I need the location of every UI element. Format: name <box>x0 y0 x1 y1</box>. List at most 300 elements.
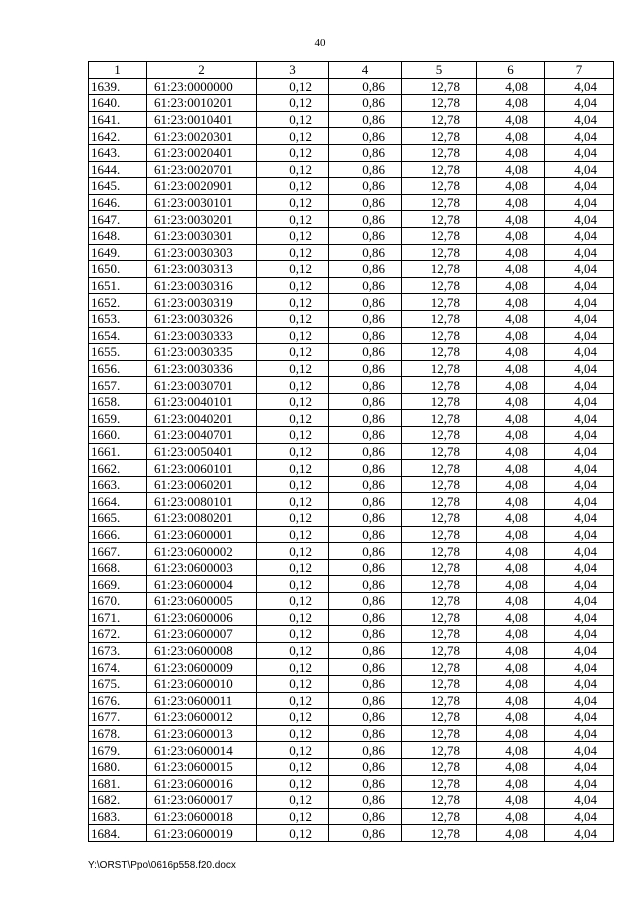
cadastral-number-cell: 61:23:0600012 <box>147 709 257 726</box>
value-cell: 4,08 <box>477 377 545 394</box>
table-row <box>89 360 614 377</box>
value-cell: 12,78 <box>402 510 477 527</box>
value-cell: 4,04 <box>545 194 614 211</box>
value-cell: 0,12 <box>257 410 329 427</box>
table-row <box>89 510 614 527</box>
value-cell: 0,12 <box>257 393 329 410</box>
value-cell: 4,04 <box>545 377 614 394</box>
column-header: 7 <box>545 62 614 79</box>
value-cell: 12,78 <box>402 808 477 825</box>
row-number-cell: 1673. <box>89 642 147 659</box>
table-row <box>89 775 614 792</box>
value-cell: 4,04 <box>545 344 614 361</box>
value-cell: 0,12 <box>257 211 329 228</box>
cadastral-number-cell: 61:23:0030333 <box>147 327 257 344</box>
value-cell: 12,78 <box>402 593 477 610</box>
value-cell: 0,12 <box>257 476 329 493</box>
row-number-cell: 1662. <box>89 460 147 477</box>
value-cell: 12,78 <box>402 709 477 726</box>
value-cell: 0,86 <box>329 277 402 294</box>
value-cell: 0,86 <box>329 178 402 195</box>
value-cell: 12,78 <box>402 78 477 95</box>
cadastral-number-cell: 61:23:0030316 <box>147 277 257 294</box>
value-cell: 4,08 <box>477 244 545 261</box>
value-cell: 4,04 <box>545 642 614 659</box>
table-row <box>89 128 614 145</box>
value-cell: 4,04 <box>545 310 614 327</box>
row-number-cell: 1667. <box>89 543 147 560</box>
value-cell: 12,78 <box>402 642 477 659</box>
cadastral-number-cell: 61:23:0080101 <box>147 493 257 510</box>
value-cell: 4,08 <box>477 427 545 444</box>
value-cell: 4,04 <box>545 277 614 294</box>
row-number-cell: 1664. <box>89 493 147 510</box>
value-cell: 12,78 <box>402 476 477 493</box>
value-cell: 4,08 <box>477 78 545 95</box>
row-number-cell: 1641. <box>89 111 147 128</box>
value-cell: 4,08 <box>477 825 545 842</box>
value-cell: 4,08 <box>477 178 545 195</box>
value-cell: 4,08 <box>477 227 545 244</box>
row-number-cell: 1646. <box>89 194 147 211</box>
cadastral-number-cell: 61:23:0600003 <box>147 559 257 576</box>
cadastral-number-cell: 61:23:0600011 <box>147 692 257 709</box>
column-header: 5 <box>402 62 477 79</box>
table-row <box>89 576 614 593</box>
cadastral-number-cell: 61:23:0060201 <box>147 476 257 493</box>
value-cell: 12,78 <box>402 377 477 394</box>
row-number-cell: 1651. <box>89 277 147 294</box>
value-cell: 12,78 <box>402 609 477 626</box>
column-header: 1 <box>89 62 147 79</box>
value-cell: 0,86 <box>329 344 402 361</box>
value-cell: 0,12 <box>257 576 329 593</box>
value-cell: 0,12 <box>257 360 329 377</box>
value-cell: 4,08 <box>477 659 545 676</box>
value-cell: 4,08 <box>477 393 545 410</box>
value-cell: 4,04 <box>545 360 614 377</box>
table-row <box>89 393 614 410</box>
value-cell: 0,86 <box>329 360 402 377</box>
row-number-cell: 1668. <box>89 559 147 576</box>
value-cell: 0,86 <box>329 543 402 560</box>
value-cell: 0,12 <box>257 792 329 809</box>
row-number-cell: 1665. <box>89 510 147 527</box>
value-cell: 4,04 <box>545 825 614 842</box>
table-row <box>89 261 614 278</box>
row-number-cell: 1640. <box>89 95 147 112</box>
value-cell: 4,04 <box>545 178 614 195</box>
value-cell: 4,04 <box>545 709 614 726</box>
row-number-cell: 1648. <box>89 227 147 244</box>
value-cell: 12,78 <box>402 360 477 377</box>
value-cell: 4,08 <box>477 593 545 610</box>
value-cell: 0,86 <box>329 758 402 775</box>
row-number-cell: 1669. <box>89 576 147 593</box>
cadastral-number-cell: 61:23:0600017 <box>147 792 257 809</box>
value-cell: 0,12 <box>257 675 329 692</box>
cadastral-number-cell: 61:23:0040201 <box>147 410 257 427</box>
table-row <box>89 327 614 344</box>
cadastral-number-cell: 61:23:0600015 <box>147 758 257 775</box>
value-cell: 12,78 <box>402 659 477 676</box>
value-cell: 0,12 <box>257 692 329 709</box>
value-cell: 4,08 <box>477 294 545 311</box>
table-row <box>89 344 614 361</box>
cadastral-number-cell: 61:23:0600005 <box>147 593 257 610</box>
document-path-footer: Y:\ORST\Ppo\0616p558.f20.docx <box>88 860 236 871</box>
table-row <box>89 742 614 759</box>
value-cell: 4,04 <box>545 144 614 161</box>
value-cell: 4,08 <box>477 543 545 560</box>
table-row <box>89 559 614 576</box>
table-header-row <box>89 62 614 79</box>
value-cell: 0,12 <box>257 327 329 344</box>
row-number-cell: 1655. <box>89 344 147 361</box>
cadastral-number-cell: 61:23:0600013 <box>147 725 257 742</box>
value-cell: 4,04 <box>545 261 614 278</box>
value-cell: 0,86 <box>329 95 402 112</box>
row-number-cell: 1660. <box>89 427 147 444</box>
row-number-cell: 1675. <box>89 675 147 692</box>
cadastral-number-cell: 61:23:0600014 <box>147 742 257 759</box>
table-row <box>89 692 614 709</box>
cadastral-number-cell: 61:23:0030301 <box>147 227 257 244</box>
value-cell: 4,08 <box>477 675 545 692</box>
value-cell: 0,12 <box>257 144 329 161</box>
value-cell: 12,78 <box>402 244 477 261</box>
row-number-cell: 1666. <box>89 526 147 543</box>
value-cell: 0,86 <box>329 211 402 228</box>
value-cell: 0,12 <box>257 427 329 444</box>
value-cell: 0,12 <box>257 775 329 792</box>
table-row <box>89 825 614 842</box>
table-row <box>89 792 614 809</box>
value-cell: 4,04 <box>545 78 614 95</box>
value-cell: 12,78 <box>402 576 477 593</box>
row-number-cell: 1642. <box>89 128 147 145</box>
value-cell: 12,78 <box>402 161 477 178</box>
value-cell: 0,86 <box>329 294 402 311</box>
value-cell: 12,78 <box>402 692 477 709</box>
row-number-cell: 1683. <box>89 808 147 825</box>
row-number-cell: 1674. <box>89 659 147 676</box>
value-cell: 12,78 <box>402 227 477 244</box>
value-cell: 12,78 <box>402 626 477 643</box>
value-cell: 4,08 <box>477 709 545 726</box>
value-cell: 12,78 <box>402 178 477 195</box>
value-cell: 0,12 <box>257 593 329 610</box>
cadastral-number-cell: 61:23:0080201 <box>147 510 257 527</box>
row-number-cell: 1647. <box>89 211 147 228</box>
value-cell: 0,12 <box>257 294 329 311</box>
value-cell: 4,08 <box>477 111 545 128</box>
value-cell: 4,04 <box>545 559 614 576</box>
value-cell: 0,12 <box>257 161 329 178</box>
value-cell: 0,86 <box>329 476 402 493</box>
table-row <box>89 144 614 161</box>
value-cell: 4,04 <box>545 659 614 676</box>
cadastral-number-cell: 61:23:0020301 <box>147 128 257 145</box>
value-cell: 0,12 <box>257 78 329 95</box>
row-number-cell: 1644. <box>89 161 147 178</box>
table-row <box>89 808 614 825</box>
cadastral-number-cell: 61:23:0020401 <box>147 144 257 161</box>
cadastral-number-cell: 61:23:0030335 <box>147 344 257 361</box>
value-cell: 0,86 <box>329 659 402 676</box>
table-row <box>89 493 614 510</box>
cadastral-number-cell: 61:23:0030319 <box>147 294 257 311</box>
cadastral-number-cell: 61:23:0030201 <box>147 211 257 228</box>
value-cell: 0,86 <box>329 609 402 626</box>
value-cell: 4,08 <box>477 808 545 825</box>
value-cell: 0,86 <box>329 161 402 178</box>
table-row <box>89 476 614 493</box>
value-cell: 4,08 <box>477 526 545 543</box>
value-cell: 0,86 <box>329 526 402 543</box>
row-number-cell: 1643. <box>89 144 147 161</box>
value-cell: 0,86 <box>329 825 402 842</box>
value-cell: 4,08 <box>477 642 545 659</box>
value-cell: 4,08 <box>477 95 545 112</box>
value-cell: 0,12 <box>257 609 329 626</box>
value-cell: 0,12 <box>257 310 329 327</box>
value-cell: 4,04 <box>545 775 614 792</box>
value-cell: 0,12 <box>257 344 329 361</box>
value-cell: 12,78 <box>402 310 477 327</box>
value-cell: 0,12 <box>257 178 329 195</box>
row-number-cell: 1684. <box>89 825 147 842</box>
column-header: 6 <box>477 62 545 79</box>
value-cell: 4,08 <box>477 194 545 211</box>
value-cell: 0,86 <box>329 775 402 792</box>
cadastral-number-cell: 61:23:0010201 <box>147 95 257 112</box>
row-number-cell: 1649. <box>89 244 147 261</box>
value-cell: 12,78 <box>402 144 477 161</box>
value-cell: 0,12 <box>257 244 329 261</box>
value-cell: 12,78 <box>402 327 477 344</box>
value-cell: 0,12 <box>257 493 329 510</box>
column-header: 4 <box>329 62 402 79</box>
value-cell: 4,04 <box>545 675 614 692</box>
table-row <box>89 410 614 427</box>
value-cell: 12,78 <box>402 792 477 809</box>
value-cell: 0,12 <box>257 460 329 477</box>
value-cell: 12,78 <box>402 128 477 145</box>
cadastral-number-cell: 61:23:0030303 <box>147 244 257 261</box>
value-cell: 12,78 <box>402 526 477 543</box>
value-cell: 4,08 <box>477 559 545 576</box>
table-row <box>89 443 614 460</box>
table-row <box>89 227 614 244</box>
value-cell: 0,86 <box>329 78 402 95</box>
value-cell: 4,04 <box>545 725 614 742</box>
row-number-cell: 1678. <box>89 725 147 742</box>
cadastral-number-cell: 61:23:0600001 <box>147 526 257 543</box>
cadastral-number-cell: 61:23:0600002 <box>147 543 257 560</box>
table-row <box>89 294 614 311</box>
table-row <box>89 194 614 211</box>
row-number-cell: 1680. <box>89 758 147 775</box>
value-cell: 0,86 <box>329 692 402 709</box>
value-cell: 0,12 <box>257 128 329 145</box>
value-cell: 0,86 <box>329 227 402 244</box>
value-cell: 12,78 <box>402 559 477 576</box>
value-cell: 4,04 <box>545 211 614 228</box>
value-cell: 4,08 <box>477 277 545 294</box>
value-cell: 0,12 <box>257 543 329 560</box>
value-cell: 0,86 <box>329 576 402 593</box>
page-number: 40 <box>314 37 326 49</box>
value-cell: 0,86 <box>329 792 402 809</box>
table-row <box>89 95 614 112</box>
value-cell: 12,78 <box>402 443 477 460</box>
value-cell: 0,86 <box>329 642 402 659</box>
value-cell: 0,12 <box>257 510 329 527</box>
value-cell: 0,12 <box>257 95 329 112</box>
value-cell: 12,78 <box>402 543 477 560</box>
row-number-cell: 1652. <box>89 294 147 311</box>
value-cell: 4,08 <box>477 758 545 775</box>
row-number-cell: 1661. <box>89 443 147 460</box>
value-cell: 4,08 <box>477 261 545 278</box>
cadastral-number-cell: 61:23:0040101 <box>147 393 257 410</box>
cadastral-number-cell: 61:23:0600007 <box>147 626 257 643</box>
value-cell: 4,04 <box>545 576 614 593</box>
value-cell: 0,86 <box>329 310 402 327</box>
table-row <box>89 543 614 560</box>
value-cell: 4,04 <box>545 543 614 560</box>
value-cell: 4,08 <box>477 626 545 643</box>
value-cell: 4,08 <box>477 443 545 460</box>
value-cell: 4,04 <box>545 128 614 145</box>
row-number-cell: 1639. <box>89 78 147 95</box>
value-cell: 0,12 <box>257 659 329 676</box>
cadastral-number-cell: 61:23:0020901 <box>147 178 257 195</box>
value-cell: 4,04 <box>545 526 614 543</box>
value-cell: 0,12 <box>257 709 329 726</box>
value-cell: 12,78 <box>402 725 477 742</box>
value-cell: 12,78 <box>402 261 477 278</box>
cadastral-number-cell: 61:23:0600009 <box>147 659 257 676</box>
value-cell: 4,08 <box>477 161 545 178</box>
column-header: 3 <box>257 62 329 79</box>
row-number-cell: 1663. <box>89 476 147 493</box>
value-cell: 0,12 <box>257 277 329 294</box>
value-cell: 0,12 <box>257 227 329 244</box>
value-cell: 12,78 <box>402 825 477 842</box>
value-cell: 4,08 <box>477 360 545 377</box>
value-cell: 12,78 <box>402 758 477 775</box>
row-number-cell: 1671. <box>89 609 147 626</box>
row-number-cell: 1650. <box>89 261 147 278</box>
value-cell: 4,04 <box>545 244 614 261</box>
value-cell: 4,08 <box>477 576 545 593</box>
value-cell: 0,86 <box>329 393 402 410</box>
value-cell: 0,12 <box>257 261 329 278</box>
cadastral-number-cell: 61:23:0050401 <box>147 443 257 460</box>
table-row <box>89 244 614 261</box>
value-cell: 12,78 <box>402 427 477 444</box>
value-cell: 0,86 <box>329 725 402 742</box>
value-cell: 4,04 <box>545 95 614 112</box>
table-row <box>89 593 614 610</box>
cadastral-number-cell: 61:23:0030701 <box>147 377 257 394</box>
value-cell: 4,04 <box>545 460 614 477</box>
value-cell: 4,08 <box>477 327 545 344</box>
cadastral-number-cell: 61:23:0600016 <box>147 775 257 792</box>
value-cell: 4,04 <box>545 493 614 510</box>
value-cell: 4,04 <box>545 227 614 244</box>
value-cell: 4,04 <box>545 808 614 825</box>
value-cell: 4,04 <box>545 792 614 809</box>
value-cell: 4,04 <box>545 393 614 410</box>
table-row <box>89 427 614 444</box>
value-cell: 4,08 <box>477 493 545 510</box>
value-cell: 0,86 <box>329 709 402 726</box>
value-cell: 0,86 <box>329 510 402 527</box>
value-cell: 0,12 <box>257 725 329 742</box>
value-cell: 0,86 <box>329 559 402 576</box>
cadastral-number-cell: 61:23:0030313 <box>147 261 257 278</box>
table-row <box>89 78 614 95</box>
value-cell: 0,86 <box>329 675 402 692</box>
value-cell: 4,04 <box>545 742 614 759</box>
row-number-cell: 1676. <box>89 692 147 709</box>
table-row <box>89 161 614 178</box>
row-number-cell: 1681. <box>89 775 147 792</box>
table-row <box>89 758 614 775</box>
value-cell: 0,86 <box>329 194 402 211</box>
cadastral-number-cell: 61:23:0600010 <box>147 675 257 692</box>
cadastral-number-cell: 61:23:0000000 <box>147 78 257 95</box>
table-row <box>89 111 614 128</box>
value-cell: 12,78 <box>402 95 477 112</box>
row-number-cell: 1670. <box>89 593 147 610</box>
value-cell: 4,04 <box>545 593 614 610</box>
value-cell: 0,12 <box>257 825 329 842</box>
value-cell: 12,78 <box>402 277 477 294</box>
value-cell: 4,08 <box>477 792 545 809</box>
value-cell: 4,08 <box>477 775 545 792</box>
value-cell: 4,08 <box>477 310 545 327</box>
value-cell: 0,12 <box>257 443 329 460</box>
value-cell: 4,08 <box>477 476 545 493</box>
value-cell: 0,86 <box>329 377 402 394</box>
table-row <box>89 526 614 543</box>
table-row <box>89 659 614 676</box>
table-row <box>89 277 614 294</box>
value-cell: 4,08 <box>477 725 545 742</box>
value-cell: 0,86 <box>329 244 402 261</box>
table-row <box>89 626 614 643</box>
value-cell: 4,08 <box>477 410 545 427</box>
value-cell: 0,86 <box>329 742 402 759</box>
value-cell: 12,78 <box>402 194 477 211</box>
value-cell: 0,86 <box>329 808 402 825</box>
value-cell: 4,08 <box>477 742 545 759</box>
value-cell: 12,78 <box>402 675 477 692</box>
value-cell: 0,12 <box>257 808 329 825</box>
cadastral-number-cell: 61:23:0030326 <box>147 310 257 327</box>
value-cell: 4,04 <box>545 443 614 460</box>
row-number-cell: 1657. <box>89 377 147 394</box>
value-cell: 12,78 <box>402 775 477 792</box>
value-cell: 0,12 <box>257 559 329 576</box>
value-cell: 0,86 <box>329 427 402 444</box>
row-number-cell: 1653. <box>89 310 147 327</box>
row-number-cell: 1658. <box>89 393 147 410</box>
